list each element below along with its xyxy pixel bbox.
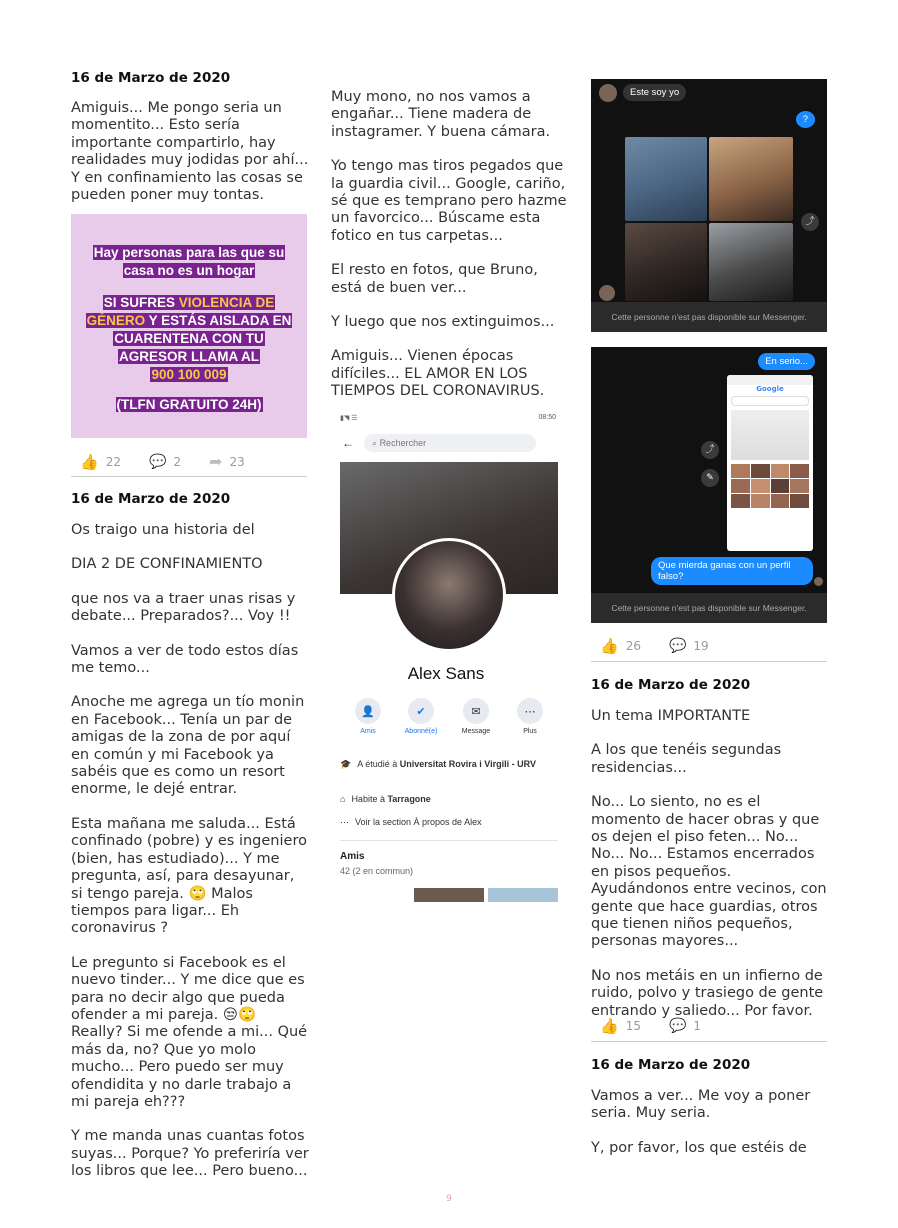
thumbs-up-icon: 👍: [600, 637, 619, 655]
avatar: [599, 285, 615, 301]
search-field[interactable]: [364, 434, 536, 452]
comment-number: 2: [173, 454, 182, 469]
status-bar-icons: ▮◥ ☰: [340, 415, 358, 422]
avatar: [599, 84, 617, 102]
home-icon: ⌂: [340, 794, 346, 804]
google-search-box: [731, 396, 809, 406]
post-paragraph: que nos va a traer unas risas y debate... Preparados?... Voy !!: [71, 590, 300, 625]
like-count[interactable]: [600, 637, 641, 655]
column-left-post2: [71, 491, 314, 1181]
info-link[interactable]: Tarragone: [387, 794, 431, 804]
back-arrow-icon[interactable]: ←: [342, 436, 354, 450]
page-number: 9: [446, 1194, 452, 1204]
comment-count[interactable]: [669, 1018, 701, 1034]
reactions-bar: [80, 452, 245, 471]
info-label: Habite à: [351, 794, 388, 804]
comment-icon: 💬: [148, 453, 167, 470]
thumbs-up-icon: 👍: [80, 452, 99, 471]
info-link[interactable]: Universitat Rovira i Virgili - URV: [399, 759, 536, 769]
comment-number: 1: [693, 1019, 702, 1033]
poster-highlight: GÉNERO: [86, 313, 146, 328]
info-label: Voir la section À propos de Alex: [355, 817, 482, 827]
profile-avatar[interactable]: [392, 538, 506, 652]
phone-status-bar: [727, 375, 813, 385]
post-paragraph: Esta mañana me saluda... Está confinado (pobre) y es ingeniero (bien, has estudiado)... Y me pregunta, así, para desayunar, si tengo pareja. 🙄 Malos tiempos para ligar... Eh coronavirus ?: [71, 815, 312, 937]
photo-thumbnail[interactable]: [625, 137, 707, 221]
share-count[interactable]: [209, 452, 245, 471]
button-label: Message: [461, 728, 491, 735]
message-button[interactable]: [456, 698, 496, 735]
divider: [340, 840, 558, 841]
facebook-profile-screenshot: [334, 410, 558, 902]
photo-thumbnail[interactable]: [709, 223, 793, 301]
friends-count: 42 (2 en commun): [340, 866, 414, 876]
google-logo: Google: [756, 385, 784, 393]
friend-thumbnail[interactable]: [488, 888, 558, 902]
post-paragraph: Y me manda unas cuantas fotos suyas... Porque? Yo preferiría ver los libros que lee... Pero bueno...: [71, 1128, 314, 1180]
post-date: 16 de Marzo de 2020: [71, 70, 231, 86]
profile-name: Alex Sans: [407, 664, 485, 683]
button-label: Abonné(e): [404, 728, 438, 735]
post-date: 16 de Marzo de 2020: [71, 491, 231, 507]
post-paragraph: DIA 2 DE CONFINAMIENTO: [71, 556, 263, 573]
column-right-post4: [591, 1057, 827, 1157]
post-date: 16 de Marzo de 2020: [591, 1057, 751, 1073]
messenger-icon: ✉: [463, 698, 489, 724]
comment-count[interactable]: [669, 638, 709, 654]
status-bar-time: 08:50: [538, 414, 556, 421]
info-label: A étudié à: [357, 759, 400, 769]
poster-line: Hay personas para las que su: [93, 245, 285, 260]
message-bubble: ?: [796, 111, 815, 128]
info-education: [340, 758, 550, 770]
search-icon: ⌕: [372, 438, 378, 448]
friends-button[interactable]: [348, 698, 388, 735]
post-date: 16 de Marzo de 2020: [591, 677, 751, 693]
check-icon: ✔: [408, 698, 434, 724]
poster-line: SI SUFRES: [103, 295, 179, 310]
info-residence: [340, 794, 431, 804]
post-paragraph: Le pregunto si Facebook es el nuevo tinder... Y me dice que es para no decir algo que pueda ofender a mi pareja. 😒🙄 Really? Si me ofende a mi... Qué más da, no? Que yo molo mucho... Pero puedo ser muy ofendidita y no darle trabajo a mi pareja eh???: [71, 954, 312, 1110]
friend-thumbnail[interactable]: [414, 888, 484, 902]
like-count[interactable]: [80, 453, 121, 471]
post-paragraph: Vamos a ver... Me voy a poner seria. Muy seria.: [591, 1088, 815, 1122]
button-label: Amis: [360, 728, 376, 735]
post-paragraph: Yo tengo mas tiros pegados que la guardia civil... Google, cariño, sé que es temprano pero hazme un favorcico... Búscame esta fotico en tus carpetas...: [331, 158, 572, 244]
ellipsis-icon: ⋯: [517, 698, 543, 724]
post-paragraph: Y, por favor, los que estéis de: [591, 1139, 807, 1156]
search-results: [731, 410, 809, 460]
reactions-bar: [600, 1017, 701, 1035]
edit-icon[interactable]: ✎: [701, 469, 719, 487]
thumbs-up-icon: 👍: [600, 1017, 619, 1035]
column-left: [71, 70, 313, 204]
post-paragraph: No... Lo siento, no es el momento de hacer obras y que os dejen el piso feten... No... No... No... Estamos encerrados en pisos pequeños. Ayudándonos entre vecinos, con gente que hace guardias, otros que tienen niños pequeños, personas mayores...: [591, 794, 832, 950]
google-search-screenshot[interactable]: [727, 375, 813, 551]
like-number: 22: [105, 454, 121, 469]
reactions-bar: [600, 637, 709, 655]
post-paragraph: A los que tenéis segundas residencias...: [591, 742, 786, 776]
messenger-unavailable-notice: Cette personne n'est pas disponible sur Messenger.: [591, 302, 827, 332]
poster-line: Y ESTÁS AISLADA EN: [145, 313, 292, 328]
post-paragraph: Y luego que nos extinguimos...: [331, 314, 555, 331]
post-paragraph: Amiguis... Vienen épocas difíciles... EL AMOR EN LOS TIEMPOS DEL CORONAVIRUS.: [331, 348, 545, 400]
messenger-screenshot-1: [591, 79, 827, 332]
more-button[interactable]: [510, 698, 550, 735]
message-bubble: En serio...: [758, 353, 815, 370]
messenger-screenshot-2: [591, 347, 827, 623]
message-bubble: Este soy yo: [623, 84, 686, 101]
divider: [591, 661, 827, 662]
gender-violence-poster: [71, 214, 307, 438]
divider: [71, 476, 307, 477]
post-paragraph: No nos metáis en un infierno de ruido, polvo y trasiego de gente entrando y saliedo... Por favor.: [591, 967, 828, 1019]
like-count[interactable]: [600, 1017, 641, 1035]
messenger-unavailable-notice: Cette personne n'est pas disponible sur Messenger.: [591, 593, 827, 623]
post-paragraph: Os traigo una historia del: [71, 522, 255, 538]
poster-line: CUARENTENA CON TU: [114, 331, 264, 346]
share-icon: ➦: [209, 452, 223, 471]
message-bubble: Que mierda ganas con un perfil falso?: [651, 557, 813, 585]
about-section-link[interactable]: [340, 817, 482, 828]
column-right-post3: [591, 677, 832, 1020]
comment-icon: 💬: [668, 1018, 687, 1034]
graduation-cap-icon: 🎓: [340, 759, 352, 769]
comment-count[interactable]: [149, 454, 181, 470]
comment-number: 19: [693, 639, 709, 653]
button-label: Plus: [523, 728, 537, 735]
post-paragraph: Vamos a ver de todo estos días me temo...: [71, 642, 303, 677]
search-placeholder: Rechercher: [379, 438, 427, 448]
column-middle: [331, 89, 572, 401]
friends-title: Amis: [340, 851, 365, 862]
share-icon[interactable]: ⤴: [701, 441, 719, 459]
avatar: [814, 577, 823, 586]
photo-thumbnail[interactable]: [709, 137, 793, 221]
ellipsis-icon: ⋯: [340, 817, 349, 827]
share-number: 23: [229, 454, 245, 469]
divider: [591, 1041, 827, 1042]
image-results-grid: [731, 464, 809, 508]
poster-line: casa no es un hogar: [123, 263, 255, 278]
like-number: 15: [625, 1019, 641, 1033]
poster-line: AGRESOR LLAMA AL: [119, 349, 259, 364]
poster-free-note: (TLFN GRATUITO 24H): [116, 397, 262, 412]
poster-highlight: VIOLENCIA DE: [178, 295, 275, 310]
post-paragraph: El resto en fotos, que Bruno, está de buen ver...: [331, 262, 543, 296]
photo-thumbnail[interactable]: [625, 223, 707, 301]
post-paragraph: Anoche me agrega un tío monin en Facebook... Tenía un par de amigas de la zona de por aquí en común y mi Facebook ya sabéis que es como un resort enorme, le dejé entrar.: [71, 694, 309, 798]
post-paragraph: Muy mono, no nos vamos a engañar... Tiene madera de instagramer. Y buena cámara.: [331, 89, 551, 140]
comment-icon: 💬: [668, 638, 687, 654]
share-icon[interactable]: ⤴: [801, 213, 819, 231]
post-text: Amiguis... Me pongo seria un momentito... Esto sería importante compartirlo, hay realidades muy jodidas por ahí... Y en confinamiento las cosas se pueden poner muy tontas.: [71, 100, 313, 204]
friend-icon: 👤: [355, 698, 381, 724]
following-button[interactable]: [401, 698, 441, 735]
like-number: 26: [625, 639, 641, 653]
poster-phone: 900 100 009: [151, 367, 227, 382]
post-paragraph: Un tema IMPORTANTE: [591, 708, 751, 724]
